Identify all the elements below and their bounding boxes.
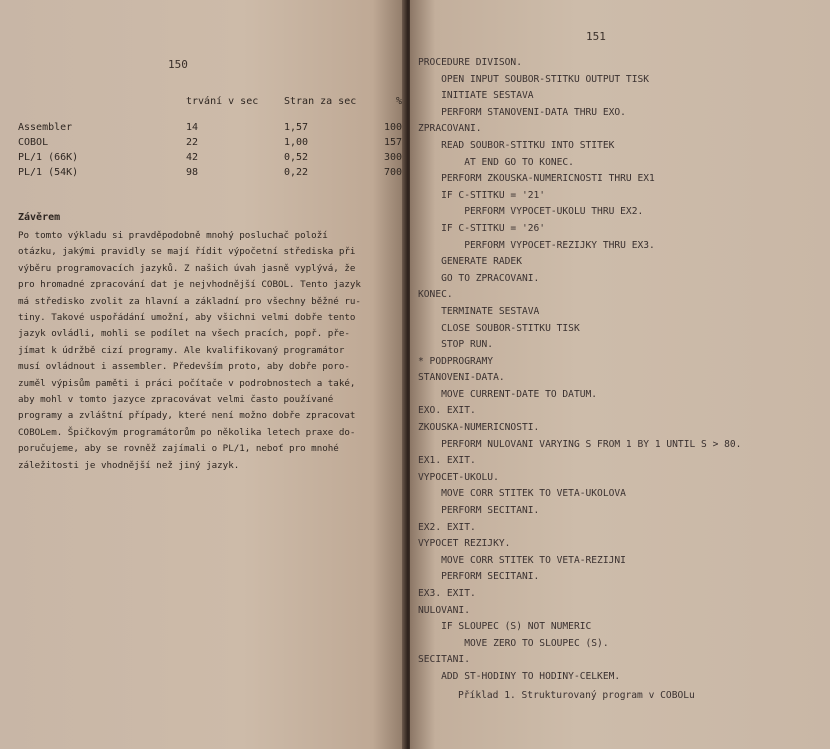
page-number: 151 xyxy=(586,30,606,43)
paragraph-line: otázku, jakými pravidly se mají řídit výpočetní střediska při xyxy=(18,246,356,258)
table-cell: 14 xyxy=(186,122,199,133)
code-line: ADD ST-HODINY TO HODINY-CELKEM. xyxy=(418,670,621,682)
code-line: EX2. EXIT. xyxy=(418,521,476,533)
code-line: MOVE CURRENT-DATE TO DATUM. xyxy=(418,388,598,400)
paragraph-line: má středisko zvolit za hlavní a základní pro všechny běžné ru- xyxy=(18,295,361,307)
table-row xyxy=(18,165,402,180)
code-line: PERFORM ZKOUSKA-NUMERICNOSTI THRU EX1 xyxy=(418,173,655,185)
paragraph-line: pro hromadné zpracování dat je nejvhodnější COBOL. Tento jazyk xyxy=(18,279,361,291)
code-line: IF C-STITKU = '21' xyxy=(418,189,546,201)
paragraph-line: jímat k údržbě cizí programy. Ale kvalifikovaný programátor xyxy=(18,344,345,356)
code-line: MOVE ZERO TO SLOUPEC (S). xyxy=(418,637,609,649)
table-header-cell: trvání v sec xyxy=(186,96,259,107)
code-line: NULOVANI. xyxy=(418,604,470,616)
paragraph-line: záležitosti je vhodnější než jiný jazyk. xyxy=(18,459,240,471)
code-line: GENERATE RADEK xyxy=(418,256,522,268)
cobol-code-listing xyxy=(418,55,823,686)
table-cell: 98 xyxy=(186,167,199,178)
code-line: VYPOCET REZIJKY. xyxy=(418,538,511,550)
table-cell: 100 xyxy=(383,122,402,133)
paragraph-line: Po tomto výkladu si pravděpodobně mnohý posluchač položí xyxy=(18,230,328,241)
timing-table xyxy=(18,96,402,180)
table-cell: 0,22 xyxy=(284,167,309,178)
table-cell: 700 xyxy=(383,167,402,178)
code-line: ZPRACOVANI. xyxy=(418,123,482,135)
paragraph-line: programy a zvláštní případy, které není možno dobře zpracovat xyxy=(18,410,356,422)
paragraph-line: jazyk ovládli, mohli se podílet na všech pracích, popř. pře- xyxy=(18,328,350,340)
paragraph-line: výběru programovacích jazyků. Z našich úvah jasně vyplývá, že xyxy=(18,262,356,274)
table-header-row xyxy=(18,96,402,120)
code-line: EX1. EXIT. xyxy=(418,455,476,467)
table-cell: 157 xyxy=(383,137,402,148)
table-cell: PL/1 (66K) xyxy=(18,152,79,163)
code-line: PERFORM SECITANI. xyxy=(418,505,540,517)
left-page xyxy=(0,0,405,749)
code-line: ZKOUSKA-NUMERICNOSTI. xyxy=(418,422,540,434)
table-row xyxy=(18,135,402,150)
code-line: KONEC. xyxy=(418,289,453,301)
table-body xyxy=(18,120,402,180)
code-line: READ SOUBOR-STITKU INTO STITEK xyxy=(418,139,615,151)
code-line: PERFORM VYPOCET-UKOLU THRU EX2. xyxy=(418,206,644,218)
table-cell: 1,57 xyxy=(284,122,309,133)
code-line: STOP RUN. xyxy=(418,339,494,351)
table-cell: 42 xyxy=(186,152,199,163)
figure-caption: Příklad 1. Strukturovaný program v COBOLu xyxy=(458,690,695,701)
code-line: VYPOCET-UKOLU. xyxy=(418,471,499,483)
table-row xyxy=(18,150,402,165)
table-cell: Assembler xyxy=(18,122,73,133)
table-cell: 22 xyxy=(186,137,199,148)
page-number: 150 xyxy=(168,58,188,71)
code-line: INITIATE SESTAVA xyxy=(418,90,534,102)
table-cell: 1,00 xyxy=(284,137,309,148)
table-header-cell: % xyxy=(395,96,402,107)
table-cell: 300 xyxy=(383,152,402,163)
code-line: EX3. EXIT. xyxy=(418,588,476,599)
code-line: MOVE CORR STITEK TO VETA-REZIJNI xyxy=(418,554,626,566)
code-line: PERFORM STANOVENI-DATA THRU EXO. xyxy=(418,106,626,118)
paragraph-line: zuměl výpisům paměti i práci počítače v podrobnostech a také, xyxy=(18,377,356,389)
table-row xyxy=(18,120,402,135)
paragraph-line: musí ovládnout i assembler. Především proto, aby dobře poro- xyxy=(18,361,350,373)
code-line: PROCEDURE DIVISON. xyxy=(418,57,522,68)
table-header-cell xyxy=(18,96,186,120)
code-line: CLOSE SOUBOR-STITKU TISK xyxy=(418,322,580,334)
paragraph-line: tiny. Takové uspořádání umožní, aby všichni velmi dobře tento xyxy=(18,312,356,324)
code-line: TERMINATE SESTAVA xyxy=(418,305,540,317)
table-cell: PL/1 (54K) xyxy=(18,167,79,178)
code-line: AT END GO TO KONEC. xyxy=(418,156,574,168)
table-cell: 0,52 xyxy=(284,152,309,163)
code-line: GO TO ZPRACOVANI. xyxy=(418,272,540,284)
code-line: * PODPROGRAMY xyxy=(418,355,494,367)
table-header-cell: Stran za sec xyxy=(284,96,357,107)
code-line: IF C-STITKU = '26' xyxy=(418,222,546,234)
code-line: SECITANI. xyxy=(418,654,470,666)
code-line: STANOVENI-DATA. xyxy=(418,372,505,384)
paragraph-line: aby mohl v tomto jazyce zpracovávat velmi často používané xyxy=(18,394,334,406)
body-paragraph xyxy=(18,228,394,474)
paragraph-line: COBOLem. Špičkovým programátorům po několika letech praxe do- xyxy=(18,426,356,438)
paragraph-line: poručujeme, aby se rovněž zajímali o PL/1, neboť pro mnohé xyxy=(18,443,339,455)
code-line: PERFORM NULOVANI VARYING S FROM 1 BY 1 UNTIL S > 80. xyxy=(418,438,742,450)
code-line: PERFORM VYPOCET-REZIJKY THRU EX3. xyxy=(418,239,655,251)
table-cell: COBOL xyxy=(18,137,49,148)
code-line: IF SLOUPEC (S) NOT NUMERIC xyxy=(418,621,592,633)
code-line: MOVE CORR STITEK TO VETA-UKOLOVA xyxy=(418,488,626,500)
code-line: OPEN INPUT SOUBOR-STITKU OUTPUT TISK xyxy=(418,73,650,85)
code-line: PERFORM SECITANI. xyxy=(418,571,540,583)
section-heading: Závěrem xyxy=(18,212,61,223)
code-line: EXO. EXIT. xyxy=(418,405,476,417)
